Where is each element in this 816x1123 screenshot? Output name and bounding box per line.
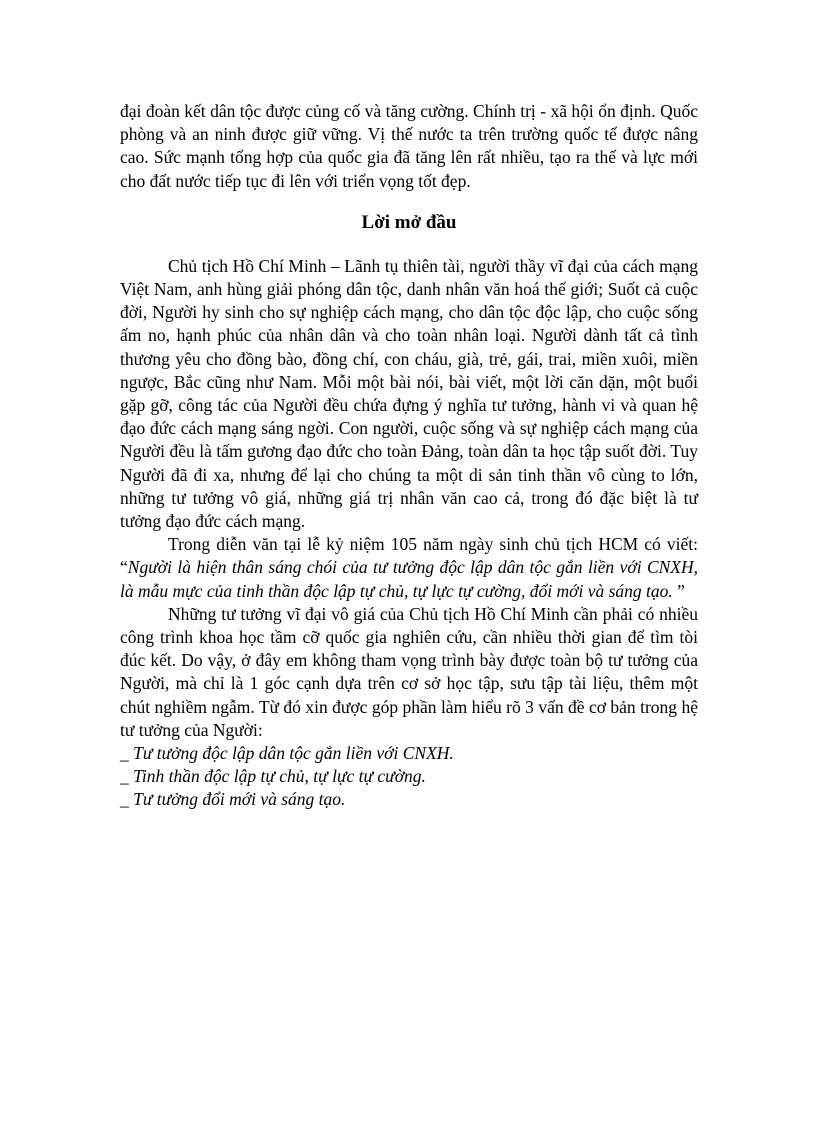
ideas-list <box>120 742 698 812</box>
list-item <box>120 765 698 788</box>
list-marker: _ <box>120 789 134 810</box>
list-item-text: Tư tưởng đổi mới và sáng tạo. <box>133 789 346 810</box>
document-page <box>120 100 698 812</box>
paragraph-1: Chủ tịch Hồ Chí Minh – Lãnh tụ thiên tài, người thầy vĩ đại của cách mạng Việt Nam, anh hùng giải phóng dân tộc, danh nhân văn hoá thế giới; Suốt cả cuộc đời, Người hy sinh cho sự nghiệp cách mạng, cho dân tộc độc lập, cho cuộc sống ấm no, hạnh phúc của nhân dân và cho toàn nhân loại. Người dành tất cả tình thương yêu cho đồng bào, đồng chí, con cháu, già, trẻ, gái, trai, miền xuôi, miền ngược, Bắc cũng như Nam. Mỗi một bài nói, bài viết, một lời căn dặn, một buổi gặp gỡ, công tác của Người đều chứa đựng ý nghĩa tư tưởng, hành vi và quan hệ đạo đức cách mạng sáng ngời. Con người, cuộc sống và sự nghiệp cách mạng của Người đều là tấm gương đạo đức cho toàn Đảng, toàn dân ta học tập suốt đời. Tuy Người đã đi xa, nhưng để lại cho chúng ta một di sản tinh thần vô cùng to lớn, những tư tưởng vô giá, những giá trị nhân văn cao cả, trong đó đặc biệt là tư tưởng đạo đức cách mạng. <box>120 255 698 532</box>
list-item-text: Tinh thần độc lập tự chủ, tự lực tự cường. <box>133 766 426 787</box>
section-heading: Lời mở đầu <box>361 211 457 233</box>
paragraph-2-lead: Trong diễn văn tại lễ kỷ niệm 105 năm ngày sinh chủ tịch HCM có viết: “ <box>120 534 698 578</box>
quote-text: Người là hiện thân sáng chói của tư tưởng độc lập dân tộc gắn liền với CNXH, là mẫu mực của tinh thần độc lập tự chủ, tự lực tự cường, đổi mới và sáng tạo. <box>120 557 698 601</box>
intro-paragraph: đại đoàn kết dân tộc được củng cố và tăng cường. Chính trị - xã hội ổn định. Quốc phòng và an ninh được giữ vững. Vị thế nước ta trên trường quốc tế được nâng cao. Sức mạnh tổng hợp của quốc gia đã tăng lên rất nhiều, tạo ra thế và lực mới cho đất nước tiếp tục đi lên với triển vọng tốt đẹp. <box>120 101 698 191</box>
list-item <box>120 742 698 765</box>
paragraph-3: Những tư tưởng vĩ đại vô giá của Chủ tịch Hồ Chí Minh cần phải có nhiều công trình khoa học tầm cỡ quốc gia nghiên cứu, cần nhiều thời gian để tìm tòi đúc kết. Do vậy, ở đây em không tham vọng trình bày được toàn bộ tư tưởng của Người, mà chỉ là 1 góc cạnh dựa trên cơ sở học tập, sưu tập tài liệu, thêm một chút nghiềm ngẫm. Từ đó xin được góp phần làm hiểu rõ 3 vấn đề cơ bản trong hệ tư tưởng của Người: <box>120 603 698 740</box>
list-item-text: Tư tưởng độc lập dân tộc gắn liền với CNXH. <box>133 743 454 764</box>
list-item <box>120 788 698 811</box>
list-marker: _ <box>120 743 134 764</box>
list-marker: _ <box>120 766 134 787</box>
paragraph-2 <box>120 533 698 603</box>
paragraph-2-tail: ” <box>672 580 685 601</box>
